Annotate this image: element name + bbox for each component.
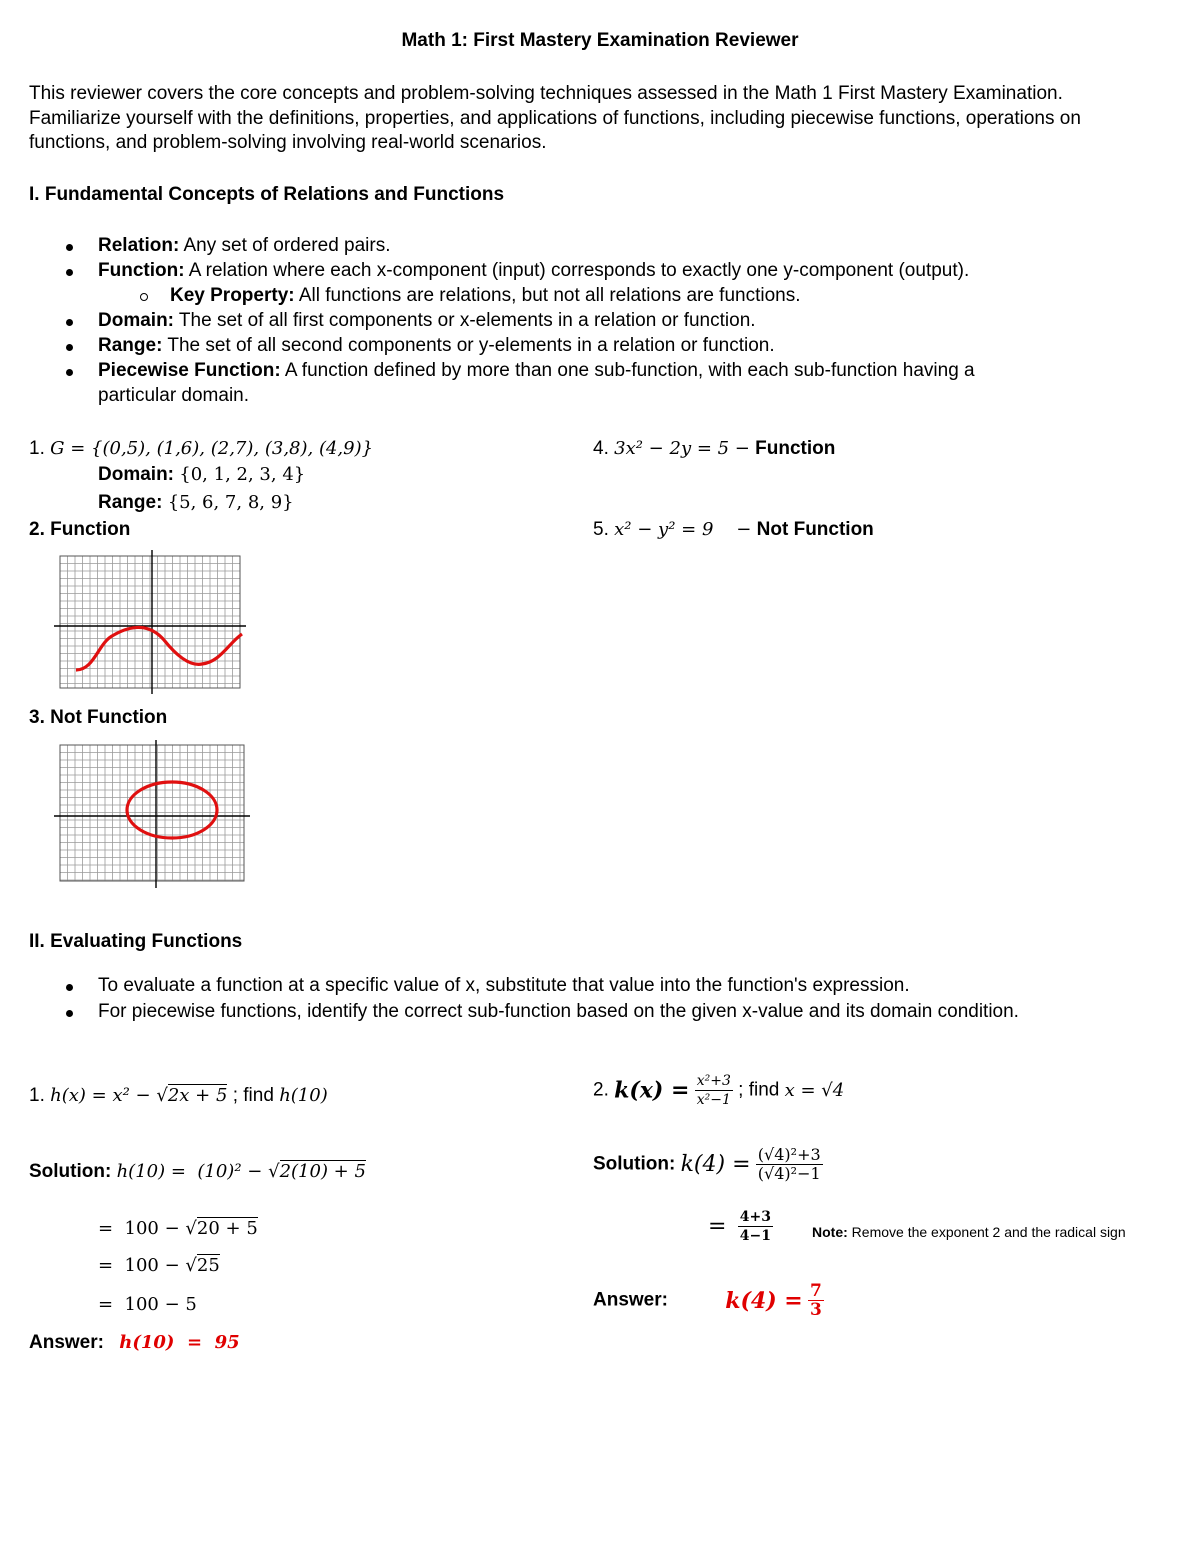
- ellipse-curve: [127, 782, 217, 838]
- item-1-domain: [98, 464, 305, 486]
- example-1-problem: [29, 1085, 328, 1107]
- item-4-equation: 3x² − 2y = 5 −: [614, 438, 750, 459]
- item-2-label: 2. Function: [29, 519, 131, 540]
- evaluate-bullet-2: For piecewise functions, identify the correct sub-function based on the given x-value and its domain condition.: [98, 1001, 1019, 1022]
- fraction-numerator: 4+3: [739, 1209, 771, 1225]
- definition-domain: The set of all first components or x-elements in a relation or function.: [174, 310, 756, 331]
- solution-fraction: [756, 1146, 823, 1183]
- fraction-numerator: (√4)²+3: [757, 1145, 821, 1164]
- range-label: Range:: [98, 492, 163, 513]
- term-key-property: Key Property:: [170, 285, 295, 306]
- fraction-denominator: (√4)²−1: [757, 1164, 821, 1183]
- fraction-denominator: 3: [810, 1300, 822, 1320]
- example-2-lhs: k(x) =: [614, 1077, 690, 1104]
- example-1-expression: h(x) = x² −: [50, 1085, 157, 1106]
- equals-sign: =: [708, 1214, 727, 1239]
- example-2-find: x = √4: [784, 1080, 845, 1101]
- fraction-numerator: x²+3: [696, 1073, 731, 1089]
- find-text: ; find: [227, 1085, 280, 1106]
- find-text: ; find: [732, 1079, 785, 1101]
- definition-piecewise: A function defined by more than one sub-function, with each sub-function having a: [280, 360, 975, 381]
- term-piecewise: Piecewise Function:: [98, 360, 281, 381]
- bullet-icon: [66, 269, 73, 276]
- answer-label: Answer:: [29, 1332, 104, 1353]
- bullet-icon: [66, 369, 73, 376]
- item-4-result: Function: [755, 438, 836, 459]
- graph-not-function: [52, 740, 252, 888]
- example-1-label: 1.: [29, 1085, 45, 1106]
- section-1-heading: I. Fundamental Concepts of Relations and Functions: [29, 184, 505, 205]
- example-1-solution: [29, 1161, 366, 1183]
- answer-value: h(10) = 95: [119, 1332, 240, 1353]
- definition-key-property: All functions are relations, but not all relations are functions.: [294, 285, 801, 306]
- definition-relation: Any set of ordered pairs.: [179, 235, 391, 256]
- step-1-radicand: 20 + 5: [196, 1218, 258, 1239]
- item-4-label: 4.: [593, 438, 609, 459]
- bullet-icon: [66, 319, 73, 326]
- intro-paragraph: This reviewer covers the core concepts and problem-solving techniques assessed in the Math 1 First Mastery Examination. Familiarize yourself with the definitions, properties, and applications of functions, including piecewise functions, operations on functions, and problem-solving involving real-world scenarios.: [29, 83, 1081, 153]
- sub-bullet-icon: [140, 293, 148, 301]
- definition-function: A relation where each x-component (input) corresponds to exactly one y-component (output).: [184, 260, 970, 281]
- example-2-note: [812, 1224, 1126, 1240]
- bullet-icon: [66, 1010, 73, 1017]
- bullet-icon: [66, 984, 73, 991]
- note-label: Note:: [812, 1224, 848, 1240]
- example-2-answer: [593, 1282, 824, 1319]
- section-2-heading: II. Evaluating Functions: [29, 931, 243, 952]
- solution-radicand: 2(10) + 5: [279, 1161, 366, 1182]
- domain-value: {0, 1, 2, 3, 4}: [179, 464, 306, 485]
- fraction-denominator: x²−1: [696, 1092, 731, 1108]
- example-2-solution: [593, 1146, 823, 1183]
- example-1-step-1: [98, 1218, 258, 1240]
- item-1-label: 1.: [29, 438, 45, 459]
- item-1-set: G = {(0,5), (1,6), (2,7), (3,8), (4,9)}: [50, 438, 374, 459]
- example-1-step-3: = 100 − 5: [98, 1294, 197, 1315]
- example-2-fraction: [695, 1072, 733, 1109]
- solution-label: Solution:: [29, 1161, 112, 1182]
- term-function: Function:: [98, 260, 185, 281]
- graph-function: [52, 548, 252, 696]
- example-2-step: [708, 1208, 773, 1245]
- fraction-denominator: 4−1: [739, 1228, 771, 1244]
- example-1-step-2: [98, 1255, 220, 1277]
- answer-fraction: [808, 1282, 824, 1319]
- item-4: [593, 438, 835, 460]
- solution-lhs: k(4) =: [680, 1152, 751, 1177]
- radical-icon: √: [268, 1161, 280, 1182]
- answer-lhs: k(4) =: [725, 1287, 803, 1314]
- solution-label: Solution:: [593, 1153, 676, 1175]
- step-fraction: [738, 1208, 773, 1245]
- radical-icon: √: [185, 1255, 197, 1276]
- range-value: {5, 6, 7, 8, 9}: [167, 492, 294, 513]
- note-text: Remove the exponent 2 and the radical sign: [847, 1224, 1126, 1240]
- item-5-label: 5.: [593, 519, 609, 540]
- example-1-find: h(10): [279, 1085, 328, 1106]
- example-2-label: 2.: [593, 1079, 609, 1101]
- graph-grid: [60, 556, 240, 688]
- solution-lhs: h(10) = (10)² −: [116, 1161, 269, 1182]
- item-5-result: Not Function: [756, 519, 874, 540]
- answer-label: Answer:: [593, 1289, 668, 1311]
- definition-range: The set of all second components or y-elements in a relation or function.: [162, 335, 775, 356]
- evaluate-bullet-1: To evaluate a function at a specific value of x, substitute that value into the function's expression.: [98, 975, 910, 996]
- step-1-text: = 100 −: [98, 1218, 186, 1239]
- example-1-radicand: 2x + 5: [167, 1085, 228, 1106]
- item-5: [593, 519, 874, 541]
- term-range: Range:: [98, 335, 163, 356]
- step-2-text: = 100 −: [98, 1255, 186, 1276]
- bullet-icon: [66, 344, 73, 351]
- bullet-icon: [66, 244, 73, 251]
- fraction-numerator: 7: [810, 1281, 822, 1301]
- radical-icon: √: [185, 1218, 197, 1239]
- example-1-answer: [29, 1332, 240, 1354]
- example-2-problem: [593, 1072, 844, 1109]
- domain-label: Domain:: [98, 464, 174, 485]
- definition-piecewise-cont: particular domain.: [98, 385, 250, 406]
- term-domain: Domain:: [98, 310, 174, 331]
- page-title: Math 1: First Mastery Examination Reviewer: [401, 30, 799, 51]
- item-5-equation: x² − y² = 9 −: [614, 519, 752, 540]
- item-1: [29, 438, 373, 460]
- term-relation: Relation:: [98, 235, 180, 256]
- item-1-range: [98, 492, 294, 514]
- radical-icon: √: [156, 1085, 168, 1106]
- item-3-label: 3. Not Function: [29, 707, 168, 728]
- step-2-radicand: 25: [196, 1255, 220, 1276]
